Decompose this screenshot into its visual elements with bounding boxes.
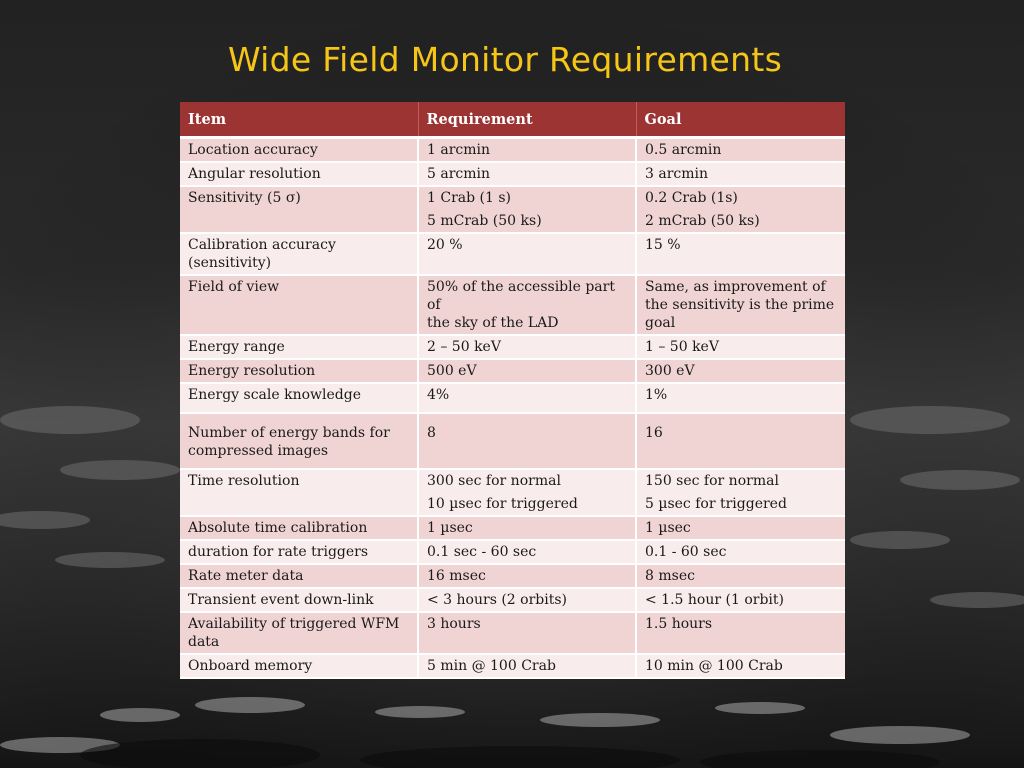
requirements-table-container [180,102,845,679]
cell-goal [636,413,845,469]
table-row [180,275,845,335]
cell-item [180,413,418,469]
cell-item-text: Availability of triggered WFM [188,616,400,632]
cell-requirement-text: 10 µsec for triggered [427,496,578,512]
cell-item [180,469,418,516]
cell-requirement [418,233,636,275]
cell-item-text: Onboard memory [188,658,313,674]
cell-goal [636,335,845,359]
cell-requirement-text: 300 sec for normal [427,473,561,489]
cell-item [180,564,418,588]
cell-requirement-text: 5 mCrab (50 ks) [427,213,542,229]
column-header-requirement: Requirement [418,102,636,138]
cell-goal [636,588,845,612]
cell-item-text: Sensitivity (5 σ) [188,190,301,206]
cell-item-text: Number of energy bands for [188,425,390,441]
table-row [180,383,845,413]
cell-item [180,275,418,335]
cell-goal-text: 150 sec for normal [645,473,779,489]
cell-goal [636,233,845,275]
cell-item-text: data [188,634,220,650]
cell-item [180,516,418,540]
cell-requirement-text: 50% of the accessible part of [427,279,615,313]
table-body [180,138,845,679]
cell-goal [636,540,845,564]
cell-goal-text: 10 min @ 100 Crab [645,658,783,674]
table-row [180,612,845,654]
cell-requirement [418,335,636,359]
table-row [180,564,845,588]
column-header-goal: Goal [636,102,845,138]
cell-goal-text: 2 mCrab (50 ks) [645,213,760,229]
cell-item-text: Energy resolution [188,363,316,379]
cell-requirement [418,588,636,612]
table-row [180,516,845,540]
cell-goal-text: 300 eV [645,363,695,379]
table-row [180,540,845,564]
cell-requirement-text: 1 arcmin [427,142,491,158]
cell-goal-text: 1 µsec [645,520,691,536]
cell-goal [636,275,845,335]
cell-item [180,186,418,233]
cell-goal [636,186,845,233]
cell-item-text: Rate meter data [188,568,304,584]
cell-requirement [418,383,636,413]
cell-requirement [418,186,636,233]
table-row [180,186,845,233]
column-header-item: Item [180,102,418,138]
cell-goal-text: 1.5 hours [645,616,713,632]
cell-requirement [418,275,636,335]
cell-goal-text: 15 % [645,237,681,253]
table-row [180,413,845,469]
cell-requirement [418,359,636,383]
cell-goal-text: 0.2 Crab (1s) [645,190,738,206]
cell-requirement-text: 2 – 50 keV [427,339,501,355]
cell-goal [636,612,845,654]
cell-requirement-text: 5 min @ 100 Crab [427,658,556,674]
cell-requirement [418,413,636,469]
cell-item [180,540,418,564]
cell-goal-text: goal [645,315,676,331]
cell-requirement-text: the sky of the LAD [427,315,559,331]
requirements-table [180,102,845,679]
cell-item-text: Field of view [188,279,280,295]
cell-item-text: Transient event down-link [188,592,374,608]
cell-item [180,383,418,413]
table-row [180,138,845,163]
slide-title: Wide Field Monitor Requirements [227,40,783,79]
cell-item-text: Calibration accuracy [188,237,336,253]
cell-item-text: Angular resolution [188,166,321,182]
cell-requirement-text: 5 arcmin [427,166,491,182]
cell-requirement-text: 8 [427,425,436,441]
cell-requirement-text: 0.1 sec - 60 sec [427,544,537,560]
cell-requirement-text: < 3 hours (2 orbits) [427,592,567,608]
cell-requirement [418,654,636,678]
cell-item-text: Location accuracy [188,142,318,158]
cell-item-text: (sensitivity) [188,255,272,271]
cell-item [180,654,418,678]
cell-item [180,359,418,383]
cell-goal-text: < 1.5 hour (1 orbit) [645,592,784,608]
cell-requirement [418,162,636,186]
table-row [180,588,845,612]
table-row [180,335,845,359]
cell-goal-text: 8 msec [645,568,695,584]
cell-requirement-text: 1 µsec [427,520,473,536]
cell-goal-text: Same, as improvement of [645,279,826,295]
table-row [180,469,845,516]
cell-goal [636,162,845,186]
table-header [180,102,845,138]
cell-item [180,138,418,163]
cell-goal-text: 3 arcmin [645,166,709,182]
cell-requirement [418,540,636,564]
cell-requirement-text: 4% [427,387,450,403]
cell-goal [636,138,845,163]
cell-goal [636,359,845,383]
cell-item [180,335,418,359]
cell-requirement [418,612,636,654]
cell-item-text: Absolute time calibration [188,520,368,536]
cell-item [180,612,418,654]
table-header-row [180,102,845,138]
cell-goal-text: 1% [645,387,668,403]
cell-item [180,162,418,186]
cell-requirement-text: 3 hours [427,616,481,632]
cell-item-text: Energy scale knowledge [188,387,362,403]
cell-requirement [418,564,636,588]
cell-requirement-text: 1 Crab (1 s) [427,190,511,206]
cell-goal-text: 5 µsec for triggered [645,496,787,512]
cell-requirement-text: 500 eV [427,363,477,379]
table-row [180,654,845,678]
cell-goal [636,383,845,413]
cell-requirement-text: 16 msec [427,568,486,584]
cell-item [180,588,418,612]
cell-item-text: compressed images [188,443,329,459]
cell-item-text: duration for rate triggers [188,544,369,560]
cell-item-text: Time resolution [188,473,300,489]
cell-goal-text: 0.5 arcmin [645,142,722,158]
cell-goal [636,469,845,516]
cell-goal-text: 0.1 - 60 sec [645,544,727,560]
cell-goal-text: 1 – 50 keV [645,339,719,355]
cell-requirement [418,138,636,163]
cell-goal [636,564,845,588]
table-row [180,162,845,186]
table-row [180,359,845,383]
cell-goal [636,516,845,540]
cell-requirement [418,516,636,540]
cell-requirement-text: 20 % [427,237,463,253]
cell-goal [636,654,845,678]
table-row [180,233,845,275]
cell-requirement [418,469,636,516]
cell-goal-text: the sensitivity is the prime [645,297,835,313]
cell-item [180,233,418,275]
cell-item-text: Energy range [188,339,285,355]
cell-goal-text: 16 [645,425,663,441]
